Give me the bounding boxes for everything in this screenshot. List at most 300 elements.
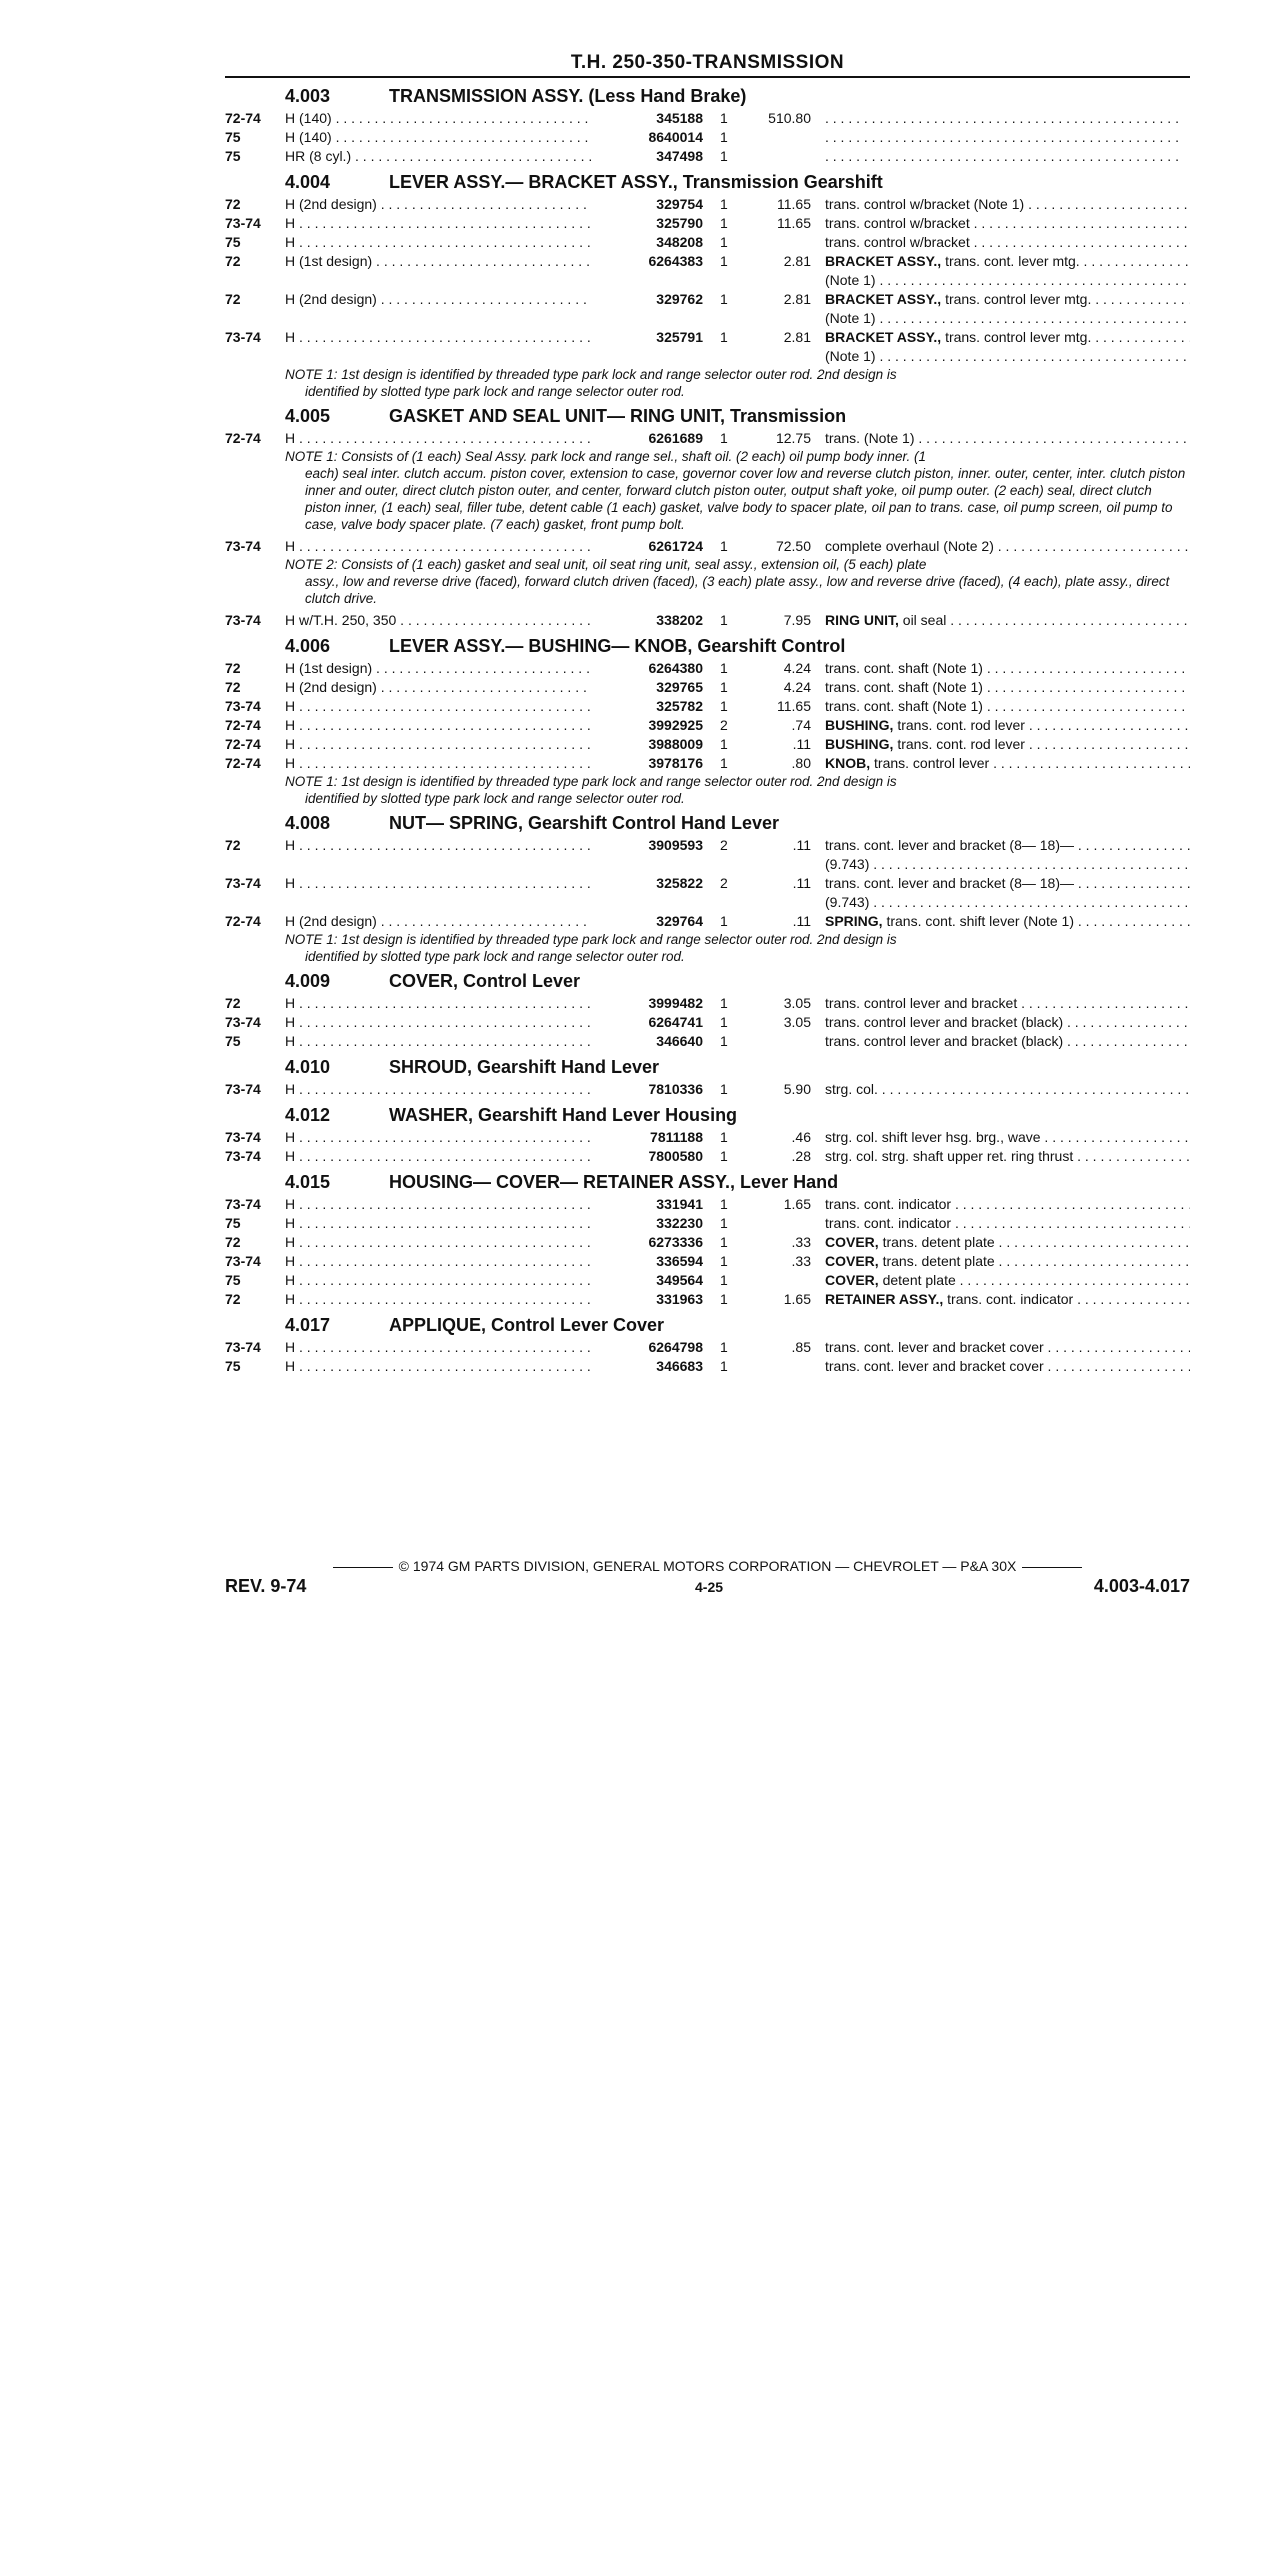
model-years: 72-74 <box>225 110 261 126</box>
remarks-line <box>825 252 1190 271</box>
quantity: 1 <box>720 995 728 1011</box>
remarks-line <box>825 429 1190 448</box>
part-row <box>225 1013 1190 1032</box>
part-remarks <box>825 836 1190 874</box>
remarks-text: trans. control lever <box>874 755 990 771</box>
remarks-part-name: RING UNIT, <box>825 612 899 628</box>
catalog-section <box>225 1105 1190 1166</box>
part-number: 325782 <box>656 698 703 714</box>
quantity: 1 <box>720 679 728 695</box>
remarks-text: trans. control lever mtg. <box>945 291 1092 307</box>
remarks-part-name: SPRING, <box>825 913 883 929</box>
remarks-line <box>825 1128 1190 1147</box>
quantity: 1 <box>720 660 728 676</box>
part-row <box>225 874 1190 912</box>
model-years: 75 <box>225 129 241 145</box>
part-row <box>225 697 1190 716</box>
section-title: GASKET AND SEAL UNIT— RING UNIT, Transmission <box>389 406 847 426</box>
section-heading <box>285 172 1190 193</box>
catalog-page <box>225 52 1190 1382</box>
sections-container <box>225 86 1190 1376</box>
section-number: 4.003 <box>285 86 331 106</box>
model-years: 75 <box>225 1215 241 1231</box>
part-row <box>225 1147 1190 1166</box>
model-years: 72-74 <box>225 755 261 771</box>
remarks-line <box>825 1252 1190 1271</box>
remarks-line <box>825 836 1190 855</box>
quantity: 1 <box>720 1081 728 1097</box>
catalog-section <box>225 172 1190 400</box>
quantity: 1 <box>720 1014 728 1030</box>
part-application: H . . . <box>285 1233 591 1252</box>
part-number: 6264383 <box>648 253 703 269</box>
model-years: 72 <box>225 1234 241 1250</box>
model-years: 72 <box>225 995 241 1011</box>
model-years: 75 <box>225 234 241 250</box>
section-number: 4.006 <box>285 636 331 656</box>
quantity: 1 <box>720 1358 728 1374</box>
footnote-continuation: assy., low and reverse drive (faced), forward clutch driven (faced), (3 each) plate assy., low and reverse drive (faced), (4 each), plate assy., direct clutch drive. <box>305 574 1170 606</box>
part-number: 329754 <box>656 196 703 212</box>
price: 3.05 <box>783 995 811 1011</box>
part-row <box>225 537 1190 556</box>
section-number: 4.010 <box>285 1057 331 1077</box>
part-application: H . . . <box>285 214 591 233</box>
part-remarks <box>825 290 1190 328</box>
model-years: 73-74 <box>225 1148 261 1164</box>
part-number: 6261689 <box>648 430 703 446</box>
model-years: 75 <box>225 1358 241 1374</box>
remarks-text: trans. control w/bracket (Note 1) <box>825 196 1025 212</box>
part-remarks <box>825 147 1190 166</box>
remarks-text: trans. cont. shift lever (Note 1) <box>886 913 1074 929</box>
part-row <box>225 214 1190 233</box>
part-application: H . . . <box>285 537 591 556</box>
catalog-section <box>225 1057 1190 1099</box>
part-remarks <box>825 1080 1190 1099</box>
model-years: 75 <box>225 148 241 164</box>
part-application: H . . . <box>285 1013 591 1032</box>
part-row <box>225 195 1190 214</box>
part-row <box>225 1271 1190 1290</box>
section-heading <box>285 1315 1190 1336</box>
part-application: H . . . <box>285 994 591 1013</box>
remarks-text: trans. detent plate <box>882 1234 995 1250</box>
footer-copyright-line <box>225 1558 1190 1574</box>
part-application: H . . . <box>285 754 591 773</box>
part-number: 325822 <box>656 875 703 891</box>
part-row <box>225 1195 1190 1214</box>
part-row <box>225 429 1190 448</box>
section-number: 4.004 <box>285 172 331 192</box>
remarks-text: detent plate <box>882 1272 956 1288</box>
remarks-line <box>825 678 1190 697</box>
footer-page-number: 4-25 <box>695 1579 724 1595</box>
remarks-part-name: KNOB, <box>825 755 871 771</box>
part-row <box>225 1233 1190 1252</box>
part-number: 329764 <box>656 913 703 929</box>
quantity: 2 <box>720 837 728 853</box>
section-title: LEVER ASSY.— BRACKET ASSY., Transmission Gearshift <box>389 172 883 192</box>
part-application: H . . . <box>285 1271 591 1290</box>
part-application: H . . . <box>285 697 591 716</box>
remarks-line <box>825 754 1190 773</box>
part-row <box>225 716 1190 735</box>
quantity: 1 <box>720 110 728 126</box>
remarks-line <box>825 109 1190 128</box>
part-application: H . . . <box>285 836 591 855</box>
model-years: 75 <box>225 1272 241 1288</box>
section-title: TRANSMISSION ASSY. (Less Hand Brake) <box>389 86 747 106</box>
part-application: H . . . <box>285 716 591 735</box>
section-title: SHROUD, Gearshift Hand Lever <box>389 1057 660 1077</box>
part-number: 329765 <box>656 679 703 695</box>
part-number: 338202 <box>656 612 703 628</box>
remarks-text: strg. col. <box>825 1081 878 1097</box>
part-application: H . . . <box>285 233 591 252</box>
quantity: 1 <box>720 430 728 446</box>
part-application: H (2nd design) . . . <box>285 290 591 309</box>
part-application: H (1st design) . . . <box>285 252 591 271</box>
part-application: H (1st design) . . . <box>285 659 591 678</box>
remarks-text: trans. cont. shaft (Note 1) <box>825 679 983 695</box>
section-number: 4.008 <box>285 813 331 833</box>
part-application: H (140) . . . <box>285 128 591 147</box>
model-years: 72-74 <box>225 430 261 446</box>
section-heading <box>285 971 1190 992</box>
section-heading <box>285 1172 1190 1193</box>
price: .11 <box>792 875 811 891</box>
part-application: H . . . <box>285 1338 591 1357</box>
catalog-section <box>225 971 1190 1051</box>
part-remarks <box>825 214 1190 233</box>
footnote-continuation: identified by slotted type park lock and range selector outer rod. <box>305 791 685 806</box>
footnote <box>285 448 1190 533</box>
remarks-line <box>825 1214 1190 1233</box>
part-application: H w/T.H. 250, 350 . . . <box>285 611 591 630</box>
part-remarks <box>825 252 1190 290</box>
model-years: 73-74 <box>225 215 261 231</box>
part-application: H (140) . . . <box>285 109 591 128</box>
part-number: 3992925 <box>648 717 703 733</box>
section-title: COVER, Control Lever <box>389 971 581 991</box>
footnote-continuation: identified by slotted type park lock and range selector outer rod. <box>305 384 685 399</box>
quantity: 1 <box>720 329 728 345</box>
model-years: 72 <box>225 253 241 269</box>
price: 12.75 <box>775 430 811 446</box>
model-years: 72-74 <box>225 717 261 733</box>
section-number: 4.012 <box>285 1105 331 1125</box>
part-application: H (2nd design) . . . <box>285 195 591 214</box>
section-title: WASHER, Gearshift Hand Lever Housing <box>389 1105 738 1125</box>
part-remarks <box>825 128 1190 147</box>
part-row <box>225 1338 1190 1357</box>
remarks-text: trans. cont. indicator <box>825 1196 952 1212</box>
part-row <box>225 147 1190 166</box>
remarks-part-name: BRACKET ASSY., <box>825 329 942 345</box>
model-years: 73-74 <box>225 1014 261 1030</box>
part-application: H . . . <box>285 1080 591 1099</box>
part-row <box>225 912 1190 931</box>
part-number: 336594 <box>656 1253 703 1269</box>
part-number: 3978176 <box>648 755 703 771</box>
part-remarks <box>825 1195 1190 1214</box>
part-remarks <box>825 912 1190 931</box>
catalog-section <box>225 813 1190 965</box>
remarks-line <box>825 233 1190 252</box>
footnote <box>285 931 1190 965</box>
remarks-line <box>825 611 1190 630</box>
remarks-line <box>825 1080 1190 1099</box>
remarks-line-continued: (Note 1) . . . <box>825 271 1190 290</box>
part-remarks <box>825 1128 1190 1147</box>
remarks-text: strg. col. strg. shaft upper ret. ring thrust <box>825 1148 1074 1164</box>
price: 1.65 <box>783 1196 811 1212</box>
remarks-text: trans. control lever and bracket (black) <box>825 1014 1064 1030</box>
part-row <box>225 128 1190 147</box>
part-row <box>225 836 1190 874</box>
part-number: 3909593 <box>648 837 703 853</box>
remarks-text: trans. cont. lever and bracket (8— 18)— <box>825 837 1074 853</box>
part-row <box>225 1252 1190 1271</box>
part-remarks <box>825 735 1190 754</box>
part-remarks <box>825 1252 1190 1271</box>
remarks-text: trans. cont. rod lever <box>897 717 1025 733</box>
part-number: 345188 <box>656 110 703 126</box>
model-years: 72-74 <box>225 913 261 929</box>
price: .11 <box>792 736 811 752</box>
part-number: 331941 <box>656 1196 703 1212</box>
model-years: 73-74 <box>225 329 261 345</box>
part-remarks <box>825 1233 1190 1252</box>
part-row <box>225 1357 1190 1376</box>
price: .28 <box>791 1148 811 1164</box>
remarks-text: trans. (Note 1) <box>825 430 915 446</box>
price: 11.65 <box>777 215 811 231</box>
footer-rev: REV. 9-74 <box>225 1576 307 1596</box>
remarks-line <box>825 1357 1190 1376</box>
footer-rule-right <box>1022 1567 1082 1568</box>
part-number: 7810336 <box>648 1081 703 1097</box>
price: .11 <box>792 913 811 929</box>
part-number: 346640 <box>656 1033 703 1049</box>
price: 3.05 <box>783 1014 811 1030</box>
quantity: 1 <box>720 215 728 231</box>
model-years: 72 <box>225 837 241 853</box>
part-number: 331963 <box>656 1291 703 1307</box>
quantity: 2 <box>720 875 728 891</box>
part-row <box>225 994 1190 1013</box>
part-number: 7800580 <box>648 1148 703 1164</box>
remarks-line <box>825 1013 1190 1032</box>
catalog-section <box>225 1315 1190 1376</box>
remarks-line <box>825 1271 1190 1290</box>
part-number: 347498 <box>656 148 703 164</box>
part-number: 6264380 <box>648 660 703 676</box>
price: 2.81 <box>783 253 811 269</box>
part-row <box>225 754 1190 773</box>
quantity: 1 <box>720 1253 728 1269</box>
section-heading <box>285 636 1190 657</box>
remarks-line <box>825 1233 1190 1252</box>
part-number: 346683 <box>656 1358 703 1374</box>
remarks-text: trans. cont. shaft (Note 1) <box>825 698 983 714</box>
quantity: 1 <box>720 1033 728 1049</box>
remarks-text: trans. cont. lever and bracket cover <box>825 1358 1044 1374</box>
part-remarks <box>825 697 1190 716</box>
model-years: 72 <box>225 291 241 307</box>
part-application: H . . . <box>285 429 591 448</box>
remarks-line <box>825 735 1190 754</box>
footnote-first-line: NOTE 1: 1st design is identified by threaded type park lock and range selector outer rod. 2nd design is <box>285 774 897 789</box>
model-years: 73-74 <box>225 1253 261 1269</box>
quantity: 1 <box>720 1272 728 1288</box>
model-years: 73-74 <box>225 1129 261 1145</box>
section-heading <box>285 86 1190 107</box>
quantity: 1 <box>720 612 728 628</box>
quantity: 1 <box>720 1215 728 1231</box>
section-heading <box>285 1105 1190 1126</box>
quantity: 1 <box>720 1148 728 1164</box>
section-number: 4.015 <box>285 1172 331 1192</box>
remarks-text: complete overhaul (Note 2) <box>825 538 994 554</box>
remarks-line <box>825 697 1190 716</box>
model-years: 73-74 <box>225 875 261 891</box>
part-application: H . . . <box>285 1128 591 1147</box>
quantity: 1 <box>720 755 728 771</box>
part-remarks <box>825 429 1190 448</box>
remarks-part-name: BRACKET ASSY., <box>825 253 942 269</box>
remarks-part-name: BRACKET ASSY., <box>825 291 942 307</box>
model-years: 73-74 <box>225 612 261 628</box>
section-title: LEVER ASSY.— BUSHING— KNOB, Gearshift Control <box>389 636 846 656</box>
remarks-part-name: BUSHING, <box>825 736 894 752</box>
quantity: 1 <box>720 253 728 269</box>
part-row <box>225 735 1190 754</box>
remarks-text: trans. control lever mtg. <box>945 329 1092 345</box>
price: 11.65 <box>777 196 811 212</box>
footer-rule-left <box>333 1567 393 1568</box>
price: 1.65 <box>783 1291 811 1307</box>
part-row <box>225 678 1190 697</box>
part-number: 3988009 <box>648 736 703 752</box>
part-remarks <box>825 195 1190 214</box>
remarks-line <box>825 1195 1190 1214</box>
remarks-line <box>825 1147 1190 1166</box>
part-number: 325790 <box>656 215 703 231</box>
price: .80 <box>791 755 811 771</box>
remarks-line <box>825 195 1190 214</box>
model-years: 73-74 <box>225 698 261 714</box>
footnote-continuation: each) seal inter. clutch accum. piston cover, extension to case, governor cover low and reverse clutch piston, inner. outer, center, inter. clutch piston inner and outer, direct clutch piston outer, and center, forward clutch piston outer, output shaft yoke, oil pump outer. (2 each) seal, direct clutch piston inner, (1 each) seal, filler tube, detent cable (1 each) gasket, valve body to spacer plate, oil pan to trans. case, oil pump screen, oil pump to case, valve body spacer plate. (7 each) gasket, front pump bolt. <box>305 466 1186 532</box>
remarks-line <box>825 328 1190 347</box>
remarks-line-continued: (Note 1) . . . <box>825 347 1190 366</box>
price: .46 <box>791 1129 811 1145</box>
remarks-line <box>825 214 1190 233</box>
footnote-first-line: NOTE 1: 1st design is identified by threaded type park lock and range selector outer rod. 2nd design is <box>285 932 897 947</box>
price: 7.95 <box>783 612 811 628</box>
remarks-part-name: COVER, <box>825 1234 879 1250</box>
part-application: H . . . <box>285 1290 591 1309</box>
part-number: 8640014 <box>648 129 703 145</box>
part-application: HR (8 cyl.) . . . <box>285 147 591 166</box>
quantity: 1 <box>720 291 728 307</box>
quantity: 1 <box>720 148 728 164</box>
price: 5.90 <box>783 1081 811 1097</box>
section-heading <box>285 1057 1190 1078</box>
part-application: H . . . <box>285 1147 591 1166</box>
model-years: 73-74 <box>225 1339 261 1355</box>
part-application: H . . . <box>285 328 591 347</box>
quantity: 1 <box>720 234 728 250</box>
section-title: APPLIQUE, Control Lever Cover <box>389 1315 665 1335</box>
remarks-part-name: RETAINER ASSY., <box>825 1291 944 1307</box>
catalog-section <box>225 1172 1190 1309</box>
part-number: 6264741 <box>648 1014 703 1030</box>
price: .11 <box>792 837 811 853</box>
price: .85 <box>791 1339 811 1355</box>
part-number: 332230 <box>656 1215 703 1231</box>
part-remarks <box>825 874 1190 912</box>
part-row <box>225 328 1190 366</box>
model-years: 72 <box>225 679 241 695</box>
price: .33 <box>791 1234 811 1250</box>
remarks-text: trans. cont. lever and bracket cover <box>825 1339 1044 1355</box>
section-title: NUT— SPRING, Gearshift Control Hand Lever <box>389 813 780 833</box>
model-years: 72-74 <box>225 736 261 752</box>
remarks-line-continued: (9.743) . . . <box>825 893 1190 912</box>
part-remarks <box>825 994 1190 1013</box>
part-remarks <box>825 537 1190 556</box>
footnote-first-line: NOTE 1: Consists of (1 each) Seal Assy. park lock and range sel., shaft oil. (2 each) oil pump body inner. (1 <box>285 449 927 464</box>
remarks-text: trans. control w/bracket <box>825 234 970 250</box>
price: 72.50 <box>775 538 811 554</box>
quantity: 2 <box>720 717 728 733</box>
remarks-line <box>825 1032 1190 1051</box>
remarks-part-name: COVER, <box>825 1253 879 1269</box>
part-row <box>225 611 1190 630</box>
part-remarks <box>825 1032 1190 1051</box>
part-remarks <box>825 1147 1190 1166</box>
remarks-line <box>825 659 1190 678</box>
footnote <box>285 366 1190 400</box>
price: 2.81 <box>783 291 811 307</box>
quantity: 1 <box>720 698 728 714</box>
quantity: 1 <box>720 913 728 929</box>
quantity: 1 <box>720 1196 728 1212</box>
model-years: 73-74 <box>225 1196 261 1212</box>
section-number: 4.009 <box>285 971 331 991</box>
remarks-text: trans. cont. lever and bracket (8— 18)— <box>825 875 1074 891</box>
part-number: 329762 <box>656 291 703 307</box>
part-application: H . . . <box>285 1252 591 1271</box>
remarks-line <box>825 537 1190 556</box>
price: 2.81 <box>783 329 811 345</box>
part-number: 6261724 <box>648 538 703 554</box>
footnote <box>285 556 1190 607</box>
remarks-line <box>825 147 1190 166</box>
remarks-text: trans. cont. indicator <box>825 1215 952 1231</box>
part-application: H . . . <box>285 1195 591 1214</box>
remarks-line-continued: (Note 1) . . . <box>825 309 1190 328</box>
part-remarks <box>825 109 1190 128</box>
catalog-section <box>225 636 1190 807</box>
part-number: 348208 <box>656 234 703 250</box>
remarks-text: trans. cont. shaft (Note 1) <box>825 660 983 676</box>
part-application: H (2nd design) . . . <box>285 678 591 697</box>
part-remarks <box>825 678 1190 697</box>
remarks-line <box>825 1290 1190 1309</box>
